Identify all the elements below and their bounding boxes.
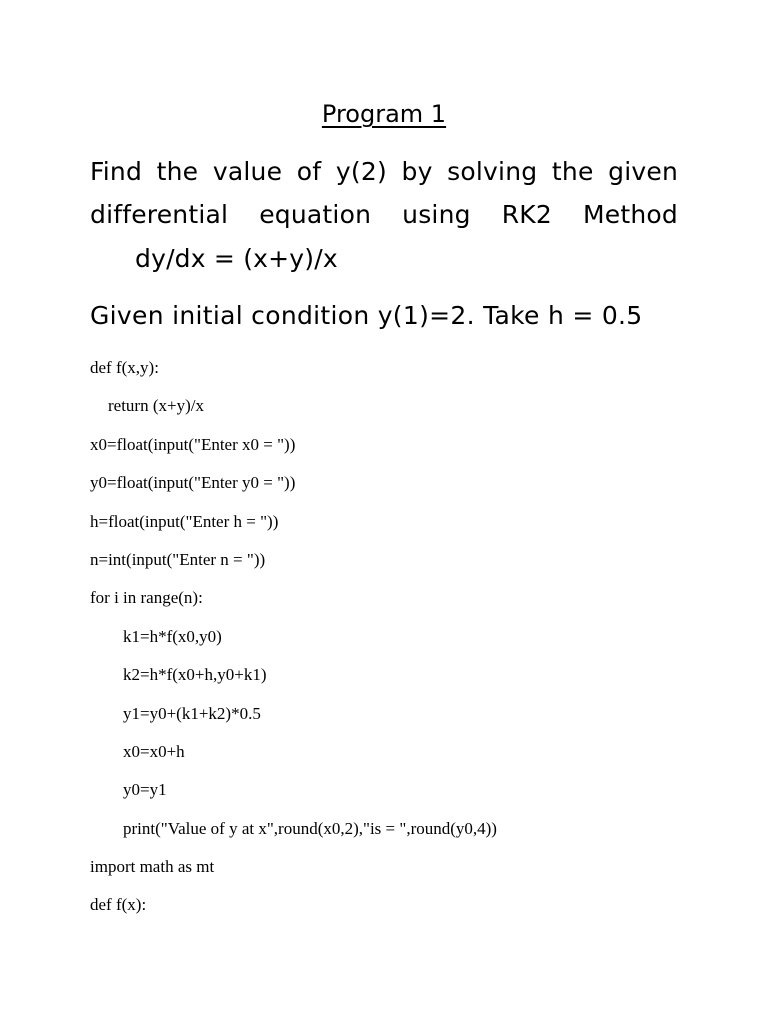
code-line: return (x+y)/x [108, 396, 204, 416]
problem-statement-line-1: Find the value of y(2) by solving the given [90, 157, 678, 186]
code-line: print("Value of y at x",round(x0,2),"is = ",round(y0,4)) [123, 818, 497, 838]
code-line: k2=h*f(x0+h,y0+k1) [123, 665, 267, 685]
code-line: y1=y0+(k1+k2)*0.5 [123, 703, 261, 723]
document-title-container [0, 98, 768, 130]
differential-equation: dy/dx = (x+y)/x [135, 244, 338, 273]
problem-statement-line-2: differential equation using RK2 Method [90, 200, 678, 229]
code-line: y0=float(input("Enter y0 = ")) [90, 473, 296, 493]
code-line: k1=h*f(x0,y0) [123, 626, 222, 646]
code-line: h=float(input("Enter h = ")) [90, 511, 279, 531]
code-line: def f(x): [90, 895, 147, 915]
code-line: def f(x,y): [90, 358, 159, 377]
code-line: x0=float(input("Enter x0 = ")) [90, 434, 296, 454]
initial-condition: Given initial condition y(1)=2. Take h = 0.5 [90, 301, 643, 330]
code-line: x0=x0+h [123, 741, 185, 761]
code-line: for i in range(n): [90, 588, 203, 608]
code-line: import math as mt [90, 857, 215, 877]
code-line: y0=y1 [123, 780, 167, 800]
code-block [90, 349, 497, 925]
code-line: n=int(input("Enter n = ")) [90, 549, 266, 569]
document-title: Program 1 [321, 100, 447, 128]
